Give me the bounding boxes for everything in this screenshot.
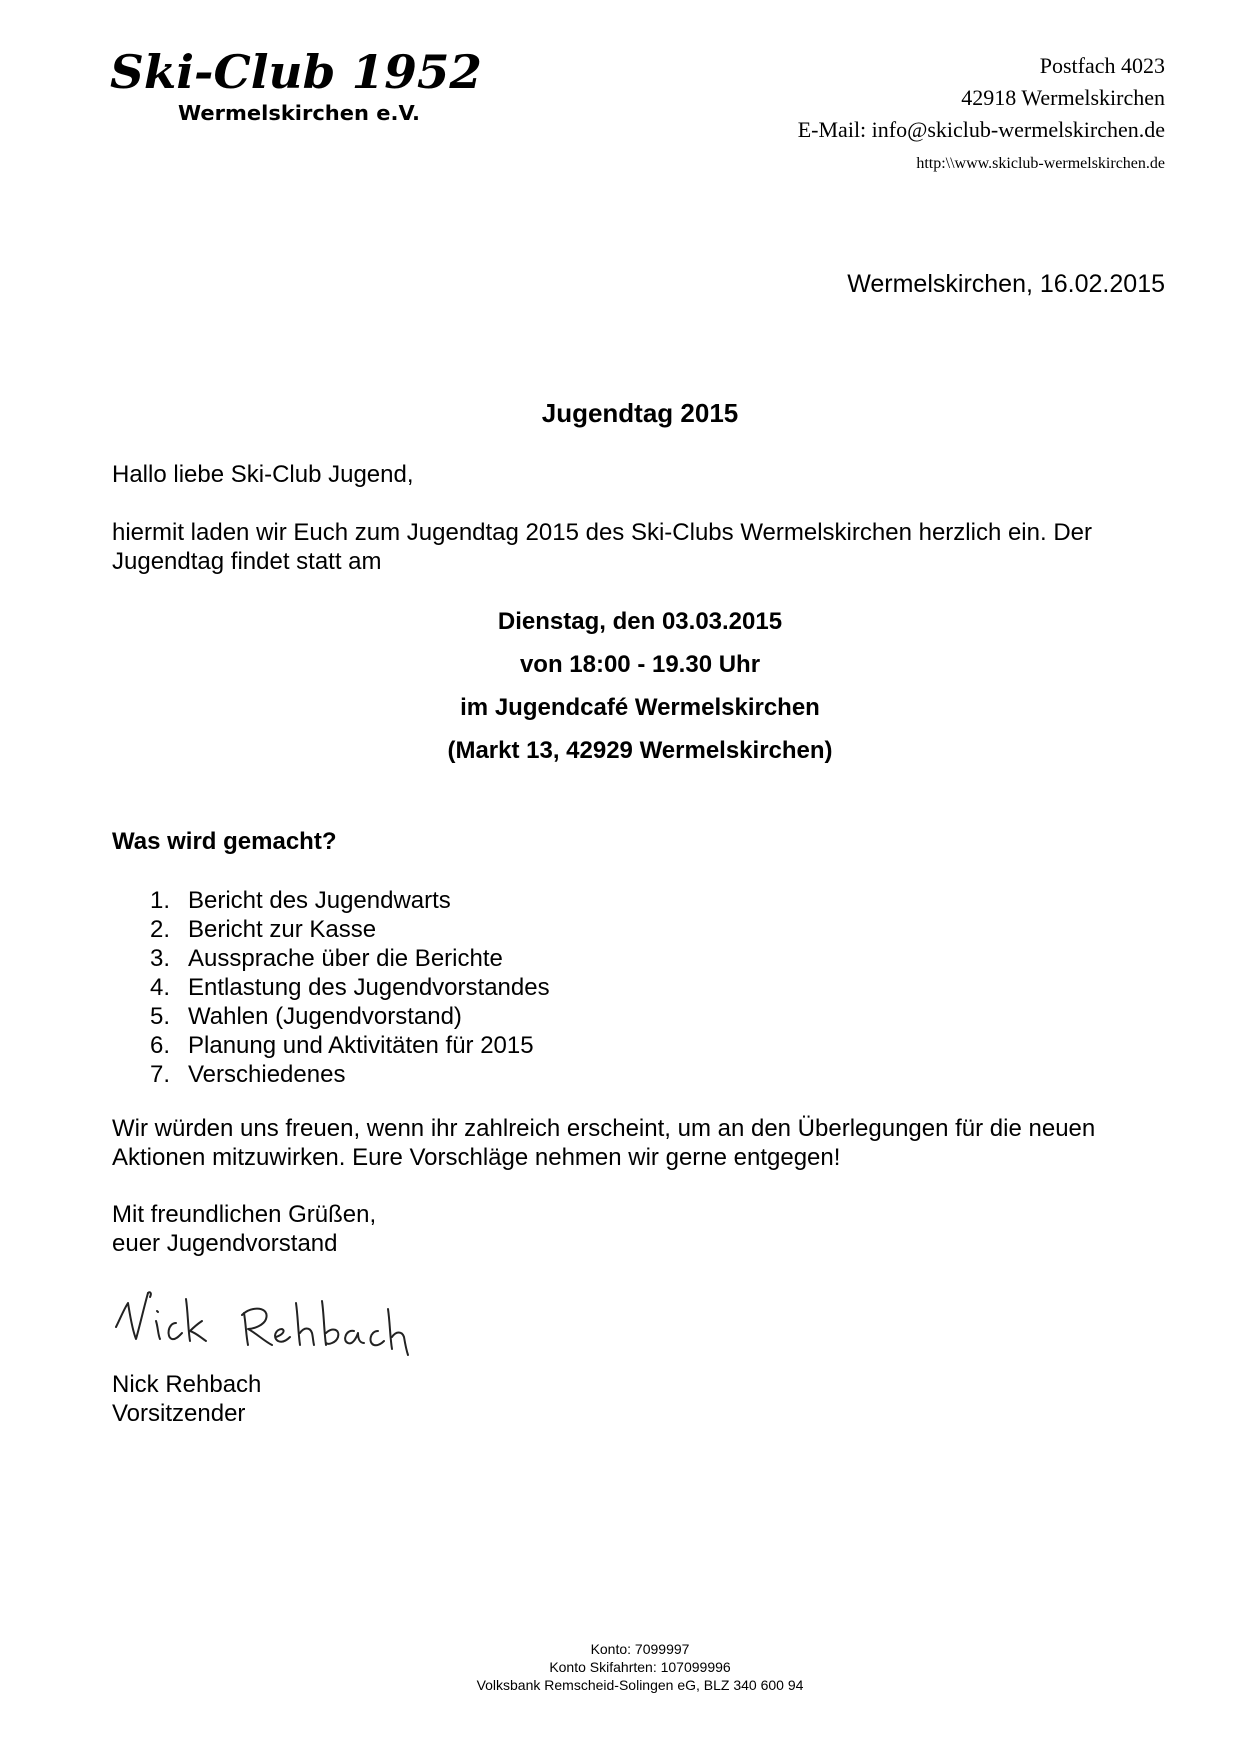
agenda-item: [150, 1002, 550, 1031]
signer-role: Vorsitzender: [112, 1400, 246, 1427]
agenda-item: [150, 1031, 550, 1060]
agenda-item: [150, 915, 550, 944]
regards-line-1: Mit freundlichen Grüßen,: [112, 1201, 377, 1228]
letter-title: Jugendtag 2015: [541, 398, 739, 428]
event-time: von 18:00 - 19.30 Uhr: [519, 651, 761, 678]
agenda-item-text: Aussprache über die Berichte: [188, 945, 503, 972]
intro-paragraph: hiermit laden wir Euch zum Jugendtag 2015 des Ski-Clubs Wermelskirchen herzlich ein. Der Jugendtag findet statt am: [112, 519, 1092, 575]
event-address: (Markt 13, 42929 Wermelskirchen): [447, 737, 833, 764]
letter-date: Wermelskirchen, 16.02.2015: [847, 270, 1165, 298]
postal-city: 42918 Wermelskirchen: [961, 85, 1165, 110]
agenda-item-text: Entlastung des Jugendvorstandes: [188, 974, 550, 1001]
greeting: Hallo liebe Ski-Club Jugend,: [112, 461, 414, 488]
agenda-heading: Was wird gemacht?: [112, 828, 337, 855]
agenda-item-text: Bericht des Jugendwarts: [188, 887, 451, 914]
agenda-item-text: Verschiedenes: [188, 1061, 346, 1088]
signer-block: [112, 1370, 1172, 1428]
agenda-item-number: 1.: [150, 887, 171, 914]
event-details: [0, 600, 1240, 772]
club-logo: [110, 40, 490, 135]
logo-name: Ski-Club 1952: [110, 45, 482, 99]
bank-footer: [0, 1640, 1240, 1694]
agenda-item: [150, 1060, 550, 1089]
website-line: http:\\www.skiclub-wermelskirchen.de: [916, 155, 1165, 172]
footer-konto: Konto: 7099997: [590, 1641, 690, 1657]
agenda-item-number: 2.: [150, 916, 171, 943]
agenda-list: [150, 886, 550, 1089]
agenda-item-number: 7.: [150, 1061, 171, 1088]
logo-subtitle: Wermelskirchen e.V.: [178, 101, 420, 125]
agenda-item: [150, 973, 550, 1002]
signer-name: Nick Rehbach: [112, 1371, 262, 1398]
handwritten-signature: [110, 1285, 410, 1370]
agenda-item-number: 5.: [150, 1003, 171, 1030]
footer-konto-skifahrten: Konto Skifahrten: 107099996: [549, 1659, 731, 1675]
postfach: Postfach 4023: [1039, 53, 1165, 78]
regards-line-2: euer Jugendvorstand: [112, 1230, 338, 1257]
agenda-item-number: 3.: [150, 945, 171, 972]
sender-address: [798, 50, 1165, 182]
closing-paragraph: Wir würden uns freuen, wenn ihr zahlreich erscheint, um an den Überlegungen für die neuen Aktionen mitzuwirken. Eure Vorschläge nehmen wir gerne entgegen!: [112, 1115, 1096, 1171]
email-line: E-Mail: info@skiclub-wermelskirchen.de: [797, 117, 1165, 142]
event-place: im Jugendcafé Wermelskirchen: [460, 694, 820, 721]
regards: [112, 1200, 1172, 1258]
agenda-item-text: Wahlen (Jugendvorstand): [188, 1003, 462, 1030]
footer-bank: Volksbank Remscheid-Solingen eG, BLZ 340 600 94: [476, 1677, 804, 1693]
agenda-item: [150, 886, 550, 915]
agenda-item-number: 4.: [150, 974, 171, 1001]
agenda-item-number: 6.: [150, 1032, 171, 1059]
agenda-item: [150, 944, 550, 973]
event-day: Dienstag, den 03.03.2015: [497, 608, 783, 635]
agenda-item-text: Bericht zur Kasse: [188, 916, 377, 943]
agenda-item-text: Planung und Aktivitäten für 2015: [188, 1032, 534, 1059]
